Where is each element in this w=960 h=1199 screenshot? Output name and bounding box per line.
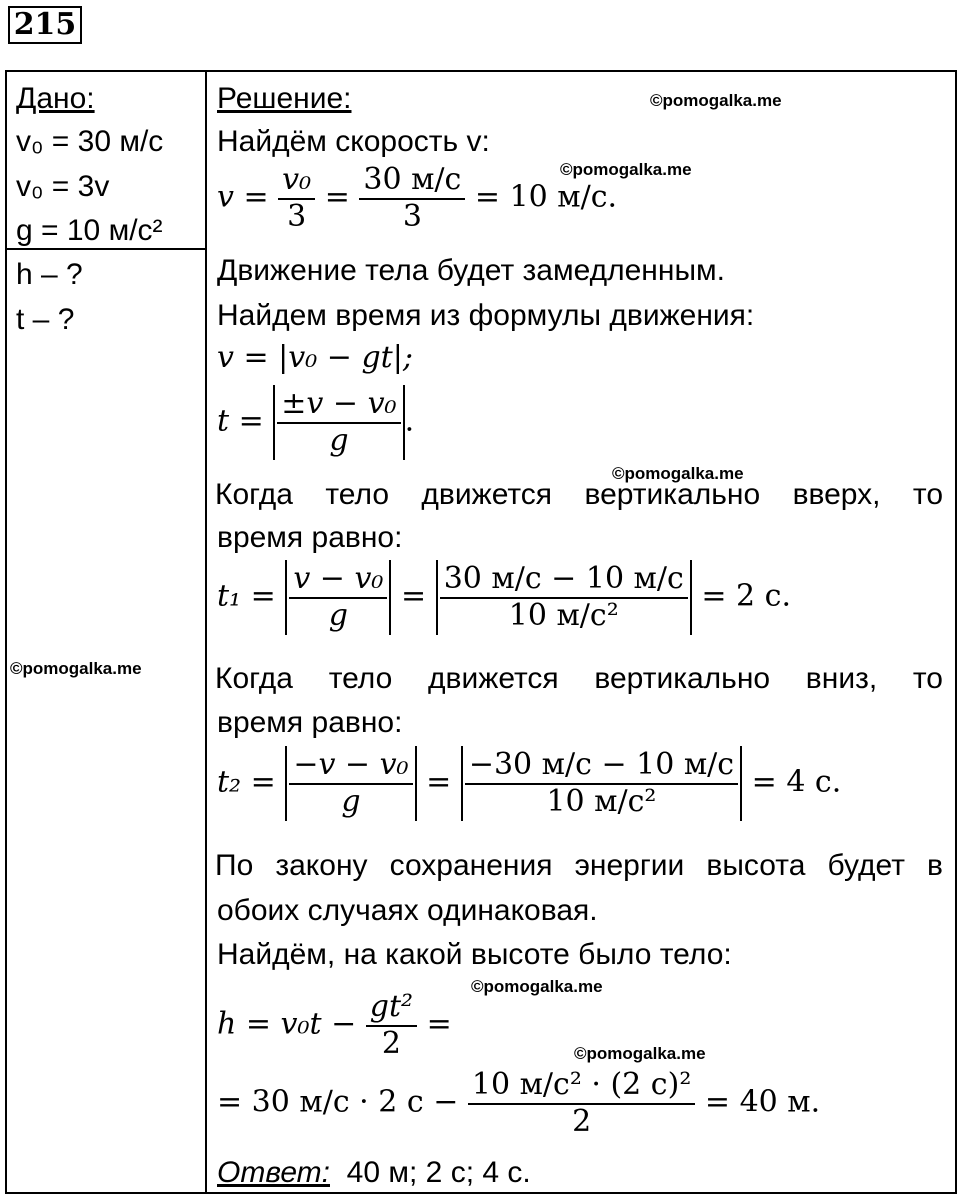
formula-h: h = v₀t − $\frac{\text{gt²}}{2}$ = [217, 989, 452, 1061]
given-heading: Дано: [16, 82, 95, 115]
solution-line-3: Найдем время из формулы движения: [217, 299, 755, 332]
formula-v: v = $\frac{\text{v₀}}{3}$ = $\frac{30 м/с}{3}$ = 10 м/с. [217, 162, 618, 234]
solution-line-4b: время равно: [217, 521, 403, 554]
watermark: ©pomogalka.me [574, 1044, 706, 1063]
solution-line-6b: обоих случаях одинаковая. [217, 894, 598, 927]
given-relation: v₀ = 3v [16, 170, 110, 203]
solution-line-2: Движение тела будет замедленным. [217, 254, 725, 287]
solution-line-1: Найдём скорость v: [217, 125, 490, 158]
formula-t: t = $\frac{\text{±v − v₀}}{g}$ . [217, 385, 414, 460]
solution-line-5b: время равно: [217, 706, 403, 739]
watermark: ©pomogalka.me [612, 464, 744, 483]
problem-number: 215 [8, 6, 82, 44]
watermark: ©pomogalka.me [650, 91, 782, 110]
find-t: t – ? [16, 303, 75, 336]
solution-heading: Решение: [217, 82, 352, 115]
solution-line-5a: Когда тело движется вертикально вниз, то [215, 662, 943, 695]
formula-motion: v = |v₀ − gt|; [217, 340, 413, 375]
given-g: g = 10 м/с² [16, 214, 163, 247]
formula-t1: t₁ = $\frac{\text{v − v₀}}{g}$ = $\frac{30 м/с - 10 м/с}{\text{10 м/с²}}$ = 2 с. [217, 560, 791, 635]
watermark: ©pomogalka.me [10, 659, 142, 678]
find-h: h – ? [16, 258, 83, 291]
solution-line-6a: По закону сохранения энергии высота будет в [215, 849, 943, 882]
column-divider [205, 70, 207, 1194]
given-v0: v₀ = 30 м/с [16, 125, 164, 158]
watermark: ©pomogalka.me [471, 977, 603, 996]
solution-line-4a: Когда тело движется вертикально вверх, то [215, 478, 943, 511]
solution-line-7: Найдём, на какой высоте было тело: [217, 938, 732, 971]
given-divider [5, 248, 207, 250]
formula-h-numeric: = 30 м/с · 2 с − $\frac{\text{10 м/с² · (2 с)²}}{2}$ = 40 м. [217, 1067, 821, 1139]
watermark: ©pomogalka.me [560, 160, 692, 179]
answer: Ответ: 40 м; 2 с; 4 с. [217, 1156, 531, 1189]
formula-t2: t₂ = $\frac{\text{−v − v₀}}{g}$ = $\frac{-30 м/с - 10 м/с}{\text{10 м/с²}}$ = 4 с. [217, 746, 841, 821]
